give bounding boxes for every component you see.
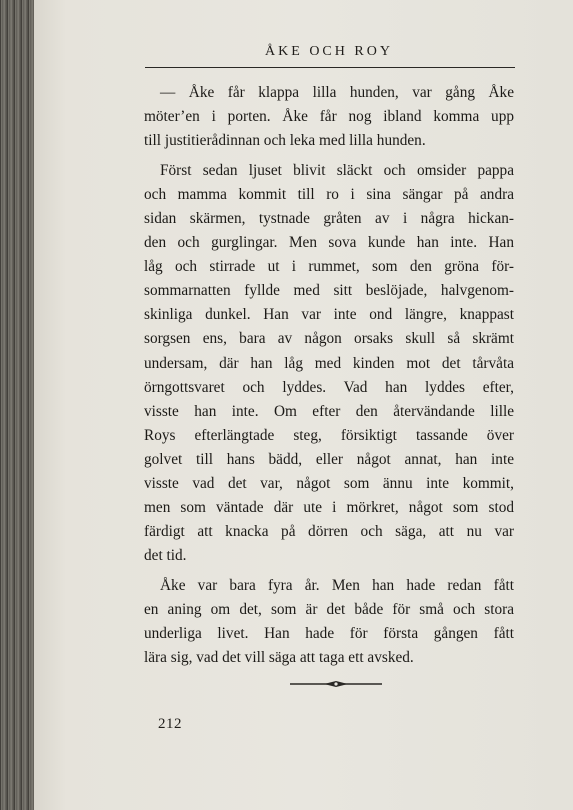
text-line: låg och stirrade ut i rummet, som den gröna för- — [144, 258, 514, 276]
text-line: och mamma kommit till ro i sina sängar på andra — [144, 186, 514, 204]
book-page-edges — [0, 0, 34, 810]
text-line: — Åke får klappa lilla hunden, var gång Åke — [160, 84, 514, 101]
text-line: Först sedan ljuset blivit släckt och omsider pappa — [160, 162, 514, 180]
text-line: undersam, där han låg med kinden mot det tårvåta — [144, 354, 514, 372]
text-line: örngottsvaret och lyddes. Vad han lyddes efter, — [144, 378, 514, 396]
text-line: Roys efterlängtade steg, försiktigt tassande över — [144, 426, 514, 444]
text-line: skinliga dunkel. Han var inte ond längre, knappast — [144, 306, 514, 324]
page-body — [144, 81, 514, 670]
text-line: det tid. — [144, 546, 187, 564]
text-line: sommarnatten fyllde med sitt beslöjade, halvgenom- — [144, 282, 514, 300]
text-line: visste vad det var, något som ännu inte kommit, — [144, 474, 514, 492]
text-line: sorgsen ens, bara av någon orsaks skull så skrämt — [144, 330, 514, 348]
text-line: lära sig, vad det vill säga att taga ett avsked. — [144, 649, 414, 667]
text-line: till justitierådinnan och leka med lilla hunden. — [144, 132, 426, 150]
text-line: möter’en i porten. Åke får nog ibland komma upp — [144, 108, 514, 126]
book-page — [34, 0, 573, 810]
flourish-ornament-icon — [290, 680, 382, 688]
text-line: sidan skärmen, tystnade gråten av i några hickan- — [144, 210, 514, 228]
page-number: 212 — [158, 716, 182, 732]
header-rule — [145, 67, 515, 68]
text-line: den och gurglingar. Men sova kunde han inte. Han — [144, 234, 514, 252]
text-line: men som väntade där ute i mörkret, något som stod — [144, 498, 514, 516]
text-line: visste han inte. Om efter den återvändande lille — [144, 402, 514, 420]
running-header: ÅKE OCH ROY — [265, 44, 393, 59]
text-line: underliga livet. Han hade för första gången fått — [144, 625, 514, 643]
text-line: en aning om det, som är det både för små och stora — [144, 600, 514, 618]
text-line: golvet till hans bädd, eller något annat, han inte — [144, 450, 514, 468]
text-line: Åke var bara fyra år. Men han hade redan fått — [160, 576, 514, 594]
text-line: färdigt att knacka på dörren och säga, att nu var — [144, 522, 514, 540]
